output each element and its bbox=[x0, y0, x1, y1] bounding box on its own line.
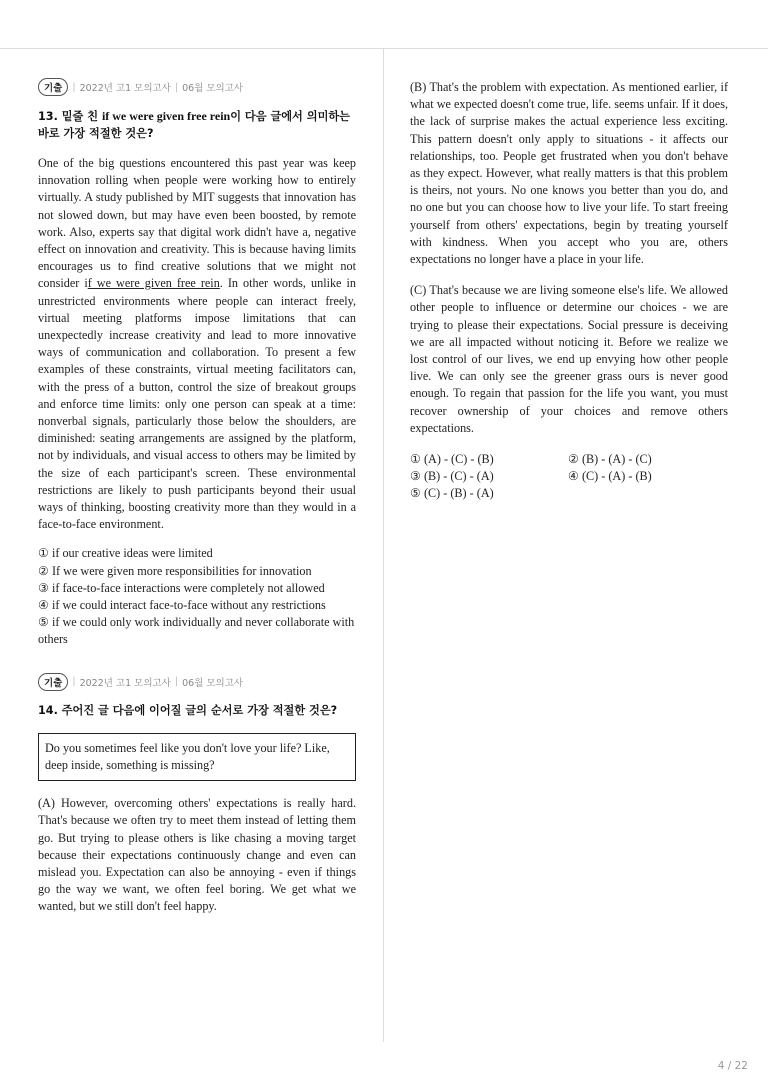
q13-passage: One of the big questions encountered this past year was keep innovation rolling when people were working how to entirely virtually. A study published by MIT suggests that innovation has not slowed down, but may have even been boosted, by remote work. Also, experts say that digital work didn't have a, negative effect on innovation and creativity. This is because having limits encourages us to find creative solutions that we might not consider if we were given free rein. In other words, unlike in unrestricted environments where people can interact freely, virtual meeting platforms impose limitations that can unexpectedly increase creativity and lead to more innovative ways of communication and collaboration. To present a few examples of these constraints, virtual meeting facilitators can, with the press of a button, control the size of breakout groups and enforce time limits: only one person can speak at a time: nonverbal signals, particularly those below the shoulders, are diminished: seating arrangements are assigned by the platform, not by individuals, and visual access to others may be limited by the size of each participant's screen. These environmental restrictions are likely to push participants beyond their usual ways of thinking, boosting creativity more than they would in a face-to-face environment. bbox=[38, 156, 356, 532]
page-number: 4 / 22 bbox=[717, 1060, 748, 1072]
header-divider bbox=[0, 48, 768, 49]
q14-option-2[interactable]: ② (B) - (A) - (C) bbox=[568, 452, 652, 467]
q14-meta: 기출 | 2022년 고1 모의고사 | 06월 모의고사 bbox=[38, 673, 356, 691]
q13-meta: 기출 | 2022년 고1 모의고사 | 06월 모의고사 bbox=[38, 78, 356, 96]
right-column bbox=[410, 79, 728, 503]
q13-option-2[interactable]: ② If we were given more responsibilities for innovation bbox=[38, 563, 312, 578]
q13-title: 13. 밑줄 친 if we were given free rein이 다음 글에서 의미하는 바로 가장 적절한 것은? bbox=[38, 109, 350, 140]
q13-options bbox=[38, 545, 356, 648]
q14-source-year: 2022년 고1 모의고사 bbox=[79, 677, 171, 689]
q14-title: 14. 주어진 글 다음에 이어질 글의 순서로 가장 적절한 것은? bbox=[38, 703, 338, 717]
q14-paragraph-a: (A) However, overcoming others' expectations is really hard. That's because we often try to meet them instead of letting them go. But trying to please others is like chasing a moving target because their expectations continuously change and even can mislead you. Expectation can also be annoying - even if things go the way we want, we often feel boring. We get what we wanted, but we still don't feel happy. bbox=[38, 796, 356, 914]
q14-paragraph-c: (C) That's because we are living someone else's life. We allowed other people to influence or determine our choices - we are trying to please their expectations. Social pressure is deceiving we are all impacted without noticing it. Before we realize we lost control of our lives, we end up envying how other people live. We can only see the greener grass ours is never good enough. To regain that passion for the life you want, you must recover ownership of your choices and remove others expectations. bbox=[410, 283, 728, 435]
left-column bbox=[38, 78, 356, 916]
q14-badge: 기출 bbox=[38, 673, 68, 691]
q13-option-4[interactable]: ④ if we could interact face-to-face without any restrictions bbox=[38, 598, 326, 613]
q14-option-1[interactable]: ① (A) - (C) - (B) bbox=[410, 452, 494, 467]
q14-option-4[interactable]: ④ (C) - (A) - (B) bbox=[568, 469, 652, 484]
q13-option-3[interactable]: ③ if face-to-face interactions were completely not allowed bbox=[38, 580, 325, 595]
q13-source-year: 2022년 고1 모의고사 bbox=[79, 83, 171, 94]
q13-option-5[interactable]: ⑤ if we could only work individually and never collaborate with others bbox=[38, 615, 355, 647]
q13-badge: 기출 bbox=[38, 78, 68, 96]
column-divider bbox=[383, 48, 384, 1042]
q13-source-month: 06월 모의고사 bbox=[182, 83, 244, 94]
q14-option-3[interactable]: ③ (B) - (C) - (A) bbox=[410, 469, 494, 484]
q14-given-box: Do you sometimes feel like you don't love your life? Like, deep inside, something is missing? bbox=[38, 733, 356, 781]
q13-underlined-phrase: f we were given free rein bbox=[87, 276, 220, 291]
q14-paragraph-b: (B) That's the problem with expectation. As mentioned earlier, if what we expected doesn't come true, life. seems unfair. If it does, the lack of surprise makes the actual experience less exciting. This pattern doesn't only apply to situations - it affects our relationships, too. People get frustrated when you don't behave as they expect. However, what really matters is that this problem is theirs, not yours. No one knows you better than you do, and no one but you can choose how to live your life. To start freeing yourself from others' expectations, begin by treating yourself with kindness. When you accept who you are, others expectations no longer have a place in your life. bbox=[410, 80, 728, 267]
q14-source-month: 06월 모의고사 bbox=[182, 677, 244, 689]
q13-option-1[interactable]: ① if our creative ideas were limited bbox=[38, 546, 213, 561]
q14-option-5[interactable]: ⑤ (C) - (B) - (A) bbox=[410, 486, 494, 501]
q14-options bbox=[410, 451, 728, 503]
